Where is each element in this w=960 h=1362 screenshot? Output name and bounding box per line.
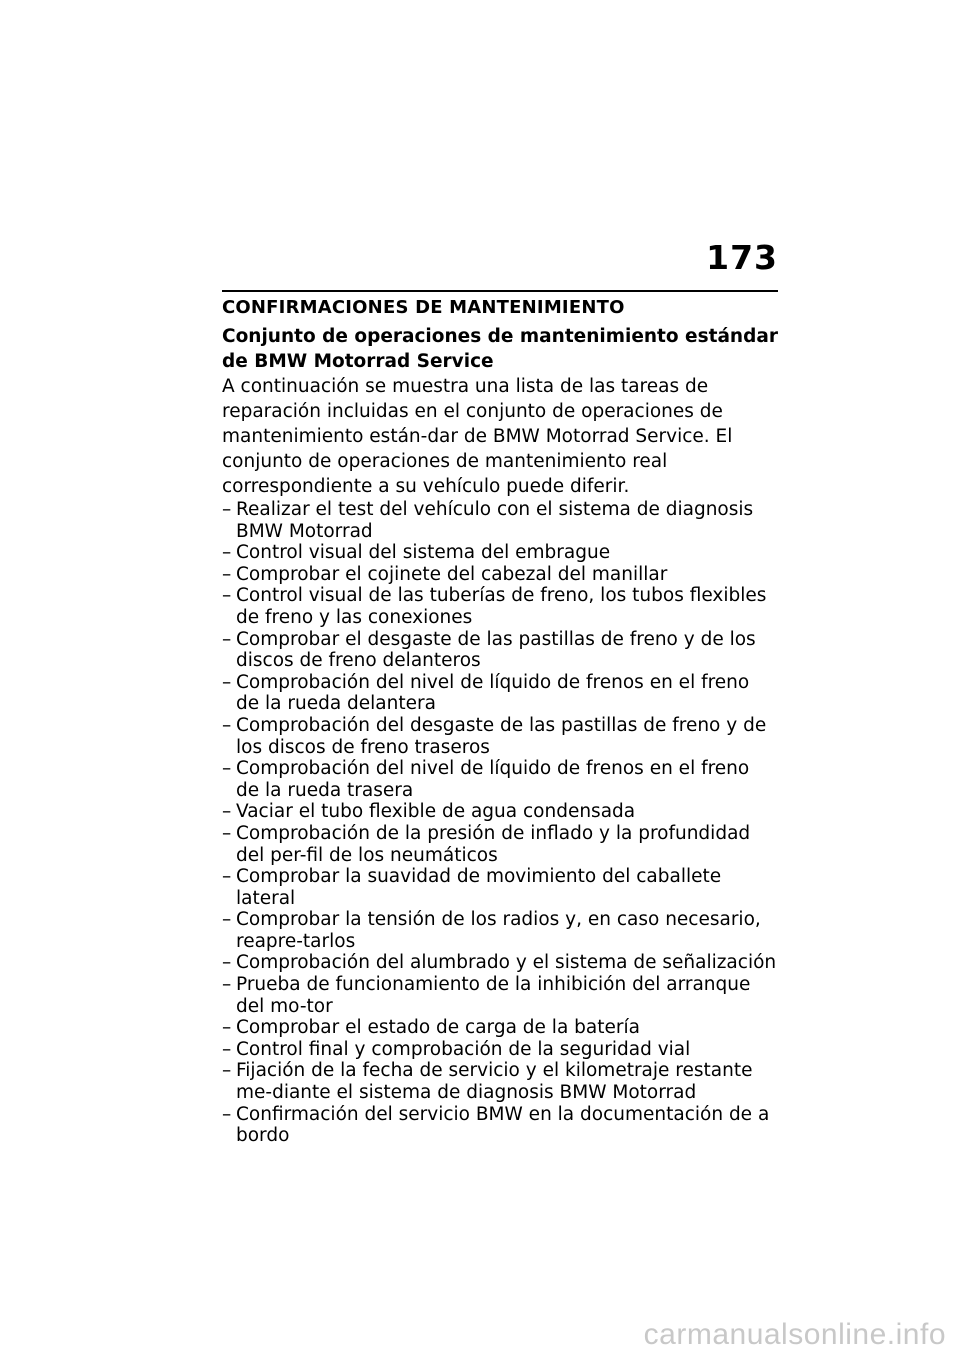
- task-list-item: – Comprobar la tensión de los radios y, en caso necesario, reapre-tarlos: [222, 909, 778, 952]
- task-list-item: – Comprobación de la presión de inflado y la profundidad del per-fil de los neumáticos: [222, 823, 778, 866]
- watermark: carmanualsonline.info: [643, 1318, 946, 1351]
- maintenance-task-list: [222, 499, 778, 1147]
- page-content: [222, 290, 778, 1147]
- task-list-item: – Comprobación del nivel de líquido de frenos en el freno de la rueda delantera: [222, 672, 778, 715]
- intro-paragraph: A continuación se muestra una lista de las tareas de reparación incluidas en el conjunto de operaciones de mantenimiento están-dar de BMW Motorrad Service. El conjunto de operaciones de mantenimiento real correspondiente a su vehículo puede diferir.: [222, 376, 733, 497]
- task-list-item: – Comprobar el desgaste de las pastillas de freno y de los discos de freno delanteros: [222, 629, 778, 672]
- page-number: 173: [706, 238, 778, 277]
- section-subtitle: Conjunto de operaciones de mantenimiento estándar de BMW Motorrad Service: [222, 326, 778, 372]
- task-list-item: – Confirmación del servicio BMW en la documentación de a bordo: [222, 1104, 778, 1147]
- task-list-item: – Vaciar el tubo flexible de agua condensada: [222, 801, 778, 823]
- task-list-item: – Comprobar el cojinete del cabezal del manillar: [222, 564, 778, 586]
- section-title: CONFIRMACIONES DE MANTENIMIENTO: [222, 297, 625, 318]
- section-divider: [222, 290, 778, 292]
- task-list-item: – Control visual del sistema del embrague: [222, 542, 778, 564]
- task-list-item: – Prueba de funcionamiento de la inhibición del arranque del mo-tor: [222, 974, 778, 1017]
- task-list-item: – Comprobación del alumbrado y el sistema de señalización: [222, 952, 778, 974]
- task-list-item: – Control final y comprobación de la seguridad vial: [222, 1039, 778, 1061]
- task-list-item: – Comprobación del desgaste de las pastillas de freno y de los discos de freno traseros: [222, 715, 778, 758]
- task-list-item: – Control visual de las tuberías de freno, los tubos flexibles de freno y las conexiones: [222, 585, 778, 628]
- task-list-item: – Comprobación del nivel de líquido de frenos en el freno de la rueda trasera: [222, 758, 778, 801]
- task-list-item: – Comprobar el estado de carga de la batería: [222, 1017, 778, 1039]
- task-list-item: – Comprobar la suavidad de movimiento del caballete lateral: [222, 866, 778, 909]
- task-list-item: – Realizar el test del vehículo con el sistema de diagnosis BMW Motorrad: [222, 499, 778, 542]
- task-list-item: – Fijación de la fecha de servicio y el kilometraje restante me-diante el sistema de diagnosis BMW Motorrad: [222, 1060, 778, 1103]
